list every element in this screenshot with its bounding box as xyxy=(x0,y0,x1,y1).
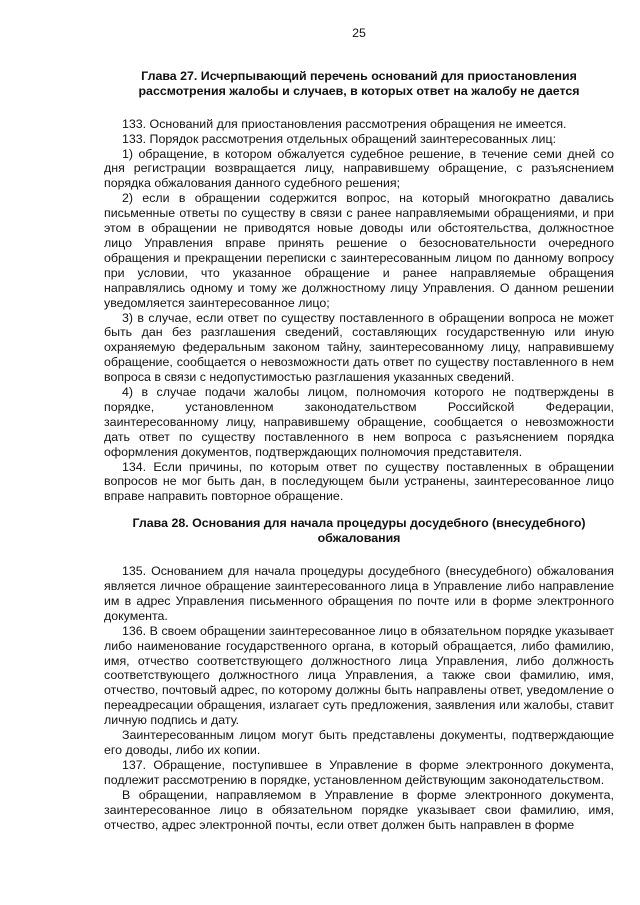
paragraph-133-suspension: 133. Оснований для приостановления рассмотрения обращения не имеется. xyxy=(122,116,567,131)
paragraph-item-1: 1) обращение, в котором обжалуется судебное решение, в течение семи дней со дня регистрации возвращается лицу, направившему обращение, с разъяснением порядка обжалования данного судебного решения; xyxy=(104,146,614,191)
paragraph-134: 134. Если причины, по которым ответ по существу поставленных в обращении вопросов не мог быть дан, в последующем были устранены, заинтересованное лицо вправе направить повторное обращение. xyxy=(104,459,614,504)
paragraph-item-4: 4) в случае подачи жалобы лицом, полномочия которого не подтверждены в порядке, установленном законодательством Российской Федерации, заинтересованному лицу, направившему обращение, сообщается о невозможности дать ответ по существу поставленного в нем вопроса с разъяснением порядка оформления документов, подтверждающих полномочия представителя. xyxy=(104,385,614,459)
paragraph-item-3: 3) в случае, если ответ по существу поставленного в обращении вопроса не может быть дан без разглашения сведений, составляющих государственную или иную охраняемую федеральным законом тайну, заинтересованному лицу, направившему обращение, сообщается о невозможности дать ответ по существу поставленного в нем вопроса в связи с недопустимостью разглашения указанных сведений. xyxy=(104,310,614,385)
paragraph-137: 137. Обращение, поступившее в Управление в форме электронного документа, подлежит рассмотрению в порядке, установленном действующим законодательством. xyxy=(104,757,614,787)
paragraph-item-2: 2) если в обращении содержится вопрос, на который многократно давались письменные ответы по существу в связи с ранее направляемыми обращениями, и при этом в обращении не приводятся новые доводы или обстоятельства, должностное лицо Управления вправе принять решение о безосновательности очередного обращения и прекращении переписки с заинтересованным лицом по данному вопросу при условии, что указанное обращение и ранее направляемые обращения направлялись одному и тому же должностному лицу Управления. О данном решении уведомляется заинтересованное лицо; xyxy=(104,191,614,310)
paragraph-137-electronic: В обращении, направляемом в Управление в форме электронного документа, заинтересованное лицо в обязательном порядке указывает свои фамилию, имя, отчество, адрес электронной почты, если ответ должен быть направлен в форме xyxy=(104,787,614,832)
paragraph-135: 135. Основанием для начала процедуры досудебного (внесудебного) обжалования является личное обращение заинтересованного лица в Управление либо направление им в адрес Управления письменного обращения по почте или в форме электронного документа. xyxy=(104,564,614,623)
chapter-27-heading: Глава 27. Исчерпывающий перечень оснований для приостановления рассмотрения жалобы и случаев, в которых ответ на жалобу не дается xyxy=(138,68,580,98)
chapter-28-heading: Глава 28. Основания для начала процедуры досудебного (внесудебного) обжалования xyxy=(132,516,586,546)
paragraph-136: 136. В своем обращении заинтересованное лицо в обязательном порядке указывает либо наименование государственного органа, в который обращается, либо фамилию, имя, отчество соответствующего должностного лица Управления, либо должность соответствующего должностного лица Управления, а также свои фамилию, имя, отчество, почтовый адрес, по которому должны быть направлены ответ, уведомление о переадресации обращения, излагает суть предложения, заявления или жалобы, ставит личную подпись и дату. xyxy=(104,623,614,728)
paragraph-133-procedure: 133. Порядок рассмотрения отдельных обращений заинтересованных лиц: xyxy=(122,131,557,146)
paragraph-136-documents: Заинтересованным лицом могут быть представлены документы, подтверждающие его доводы, либо их копии. xyxy=(104,728,614,757)
page-number: 25 xyxy=(352,26,366,40)
